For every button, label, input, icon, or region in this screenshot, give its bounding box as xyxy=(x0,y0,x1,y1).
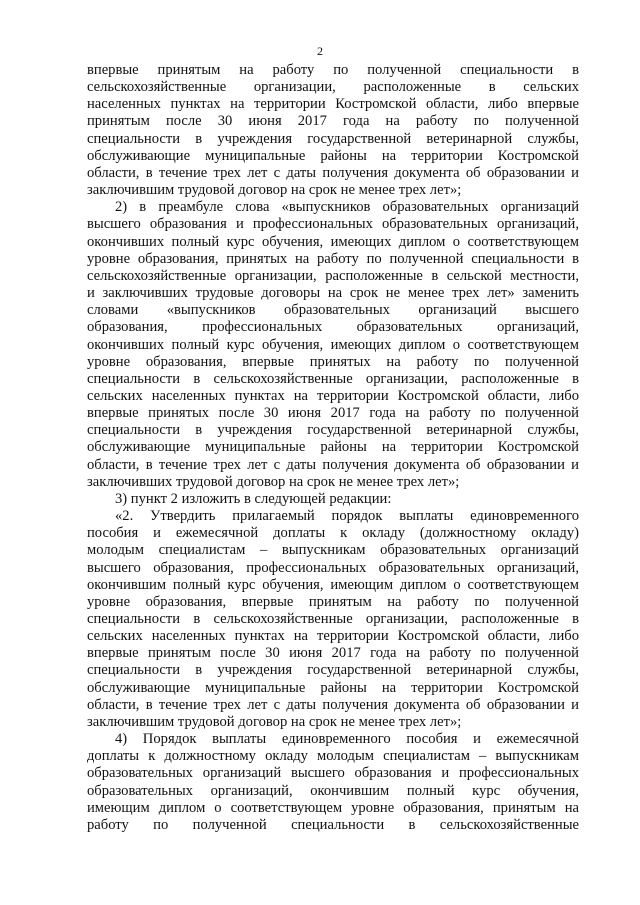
text-line: населенных пунктах на территории Костромской области, либо впервые xyxy=(87,96,579,113)
text-line: обслуживающие муниципальные районы на территории Костромской xyxy=(87,439,579,456)
text-line: области, в течение трех лет с даты получения документа об образовании и xyxy=(87,696,579,713)
text-line: словами «выпускников образовательных организаций высшего xyxy=(87,302,579,319)
text-line: обслуживающие муниципальные районы на территории Костромской xyxy=(87,147,579,164)
text-line: 4) Порядок выплаты единовременного пособия и ежемесячной xyxy=(115,731,579,748)
text-line: уровне образования, впервые принятым на работу по полученной xyxy=(87,593,579,610)
text-line: заключивших трудовой договор на срок не менее трех лет»; xyxy=(87,473,460,490)
page-number: 2 xyxy=(317,44,323,58)
text-line: сельских населенных пунктах на территории Костромской области, либо xyxy=(87,387,579,404)
text-line: «2. Утвердить прилагаемый порядок выплаты единовременного xyxy=(115,508,579,525)
text-line: уровне образования, принятых на работу по полученной специальности в xyxy=(87,250,579,267)
text-line: образовательных организаций, окончившим полный курс обучения, xyxy=(87,782,579,799)
text-line: заключившим трудовой договор на срок не менее трех лет»; xyxy=(87,713,462,730)
text-line: области, в течение трех лет с даты получения документа об образовании и xyxy=(87,456,579,473)
text-line: обслуживающие муниципальные районы на территории Костромской xyxy=(87,679,579,696)
text-line: сельских населенных пунктах на территории Костромской области, либо xyxy=(87,628,579,645)
text-line: впервые принятых после 30 июня 2017 года на работу по полученной xyxy=(87,405,579,422)
text-line: молодым специалистам – выпускникам образовательных организаций xyxy=(87,542,579,559)
text-line: сельскохозяйственные организации, расположенные в сельских xyxy=(87,79,579,96)
text-line: окончивших полный курс обучения, имеющих диплом о соответствующем xyxy=(87,336,579,353)
text-line: специальности в сельскохозяйственные организации, расположенные в xyxy=(87,611,579,627)
text-line: 2) в преамбуле слова «выпускников образовательных организаций xyxy=(115,199,579,216)
text-line: специальности в учреждения государственной ветеринарной службы, xyxy=(87,662,579,679)
text-line: специальности в сельскохозяйственные организации, расположенные в xyxy=(87,370,579,387)
text-line: уровне образования, впервые принятых на работу по полученной xyxy=(87,353,579,370)
text-line: окончивших полный курс обучения, имеющих диплом о соответствующем xyxy=(87,233,579,250)
text-line: впервые принятым после 30 июня 2017 года на работу по полученной xyxy=(87,645,579,662)
text-line: 3) пункт 2 изложить в следующей редакции: xyxy=(115,490,392,507)
text-line: принятым после 30 июня 2017 года на работу по полученной xyxy=(87,113,579,130)
text-line: специальности в учреждения государственной ветеринарной службы, xyxy=(87,130,579,147)
text-line: высшего образования, профессиональных образовательных организаций, xyxy=(87,559,579,576)
text-line: пособия и ежемесячной доплаты к окладу (должностному окладу) xyxy=(87,525,579,542)
text-line: области, в течение трех лет с даты получения документа об образовании и xyxy=(87,164,579,181)
text-line: доплаты к должностному окладу молодым специалистам – выпускникам xyxy=(87,748,579,765)
text-line: и заключивших трудовые договоры на срок не менее трех лет» заменить xyxy=(87,285,579,302)
text-line: высшего образования и профессиональных образовательных организаций, xyxy=(87,216,579,233)
text-line: специальности в учреждения государственной ветеринарной службы, xyxy=(87,422,579,439)
text-line: имеющим диплом о соответствующем уровне образования, принятым на xyxy=(87,799,579,816)
text-line: образовательных организаций высшего образования и профессиональных xyxy=(87,765,579,782)
text-line: работу по полученной специальности в сельскохозяйственные xyxy=(87,816,579,833)
text-line: впервые принятым на работу по полученной специальности в xyxy=(87,62,579,78)
document-body xyxy=(87,62,579,834)
text-line: образования, профессиональных образовательных организаций, xyxy=(87,319,579,336)
text-line: окончившим полный курс обучения, имеющим диплом о соответствующем xyxy=(87,576,579,593)
text-line: заключившим трудовой договор на срок не менее трех лет»; xyxy=(87,182,462,199)
text-line: сельскохозяйственные организации, расположенные в сельской местности, xyxy=(87,267,579,284)
